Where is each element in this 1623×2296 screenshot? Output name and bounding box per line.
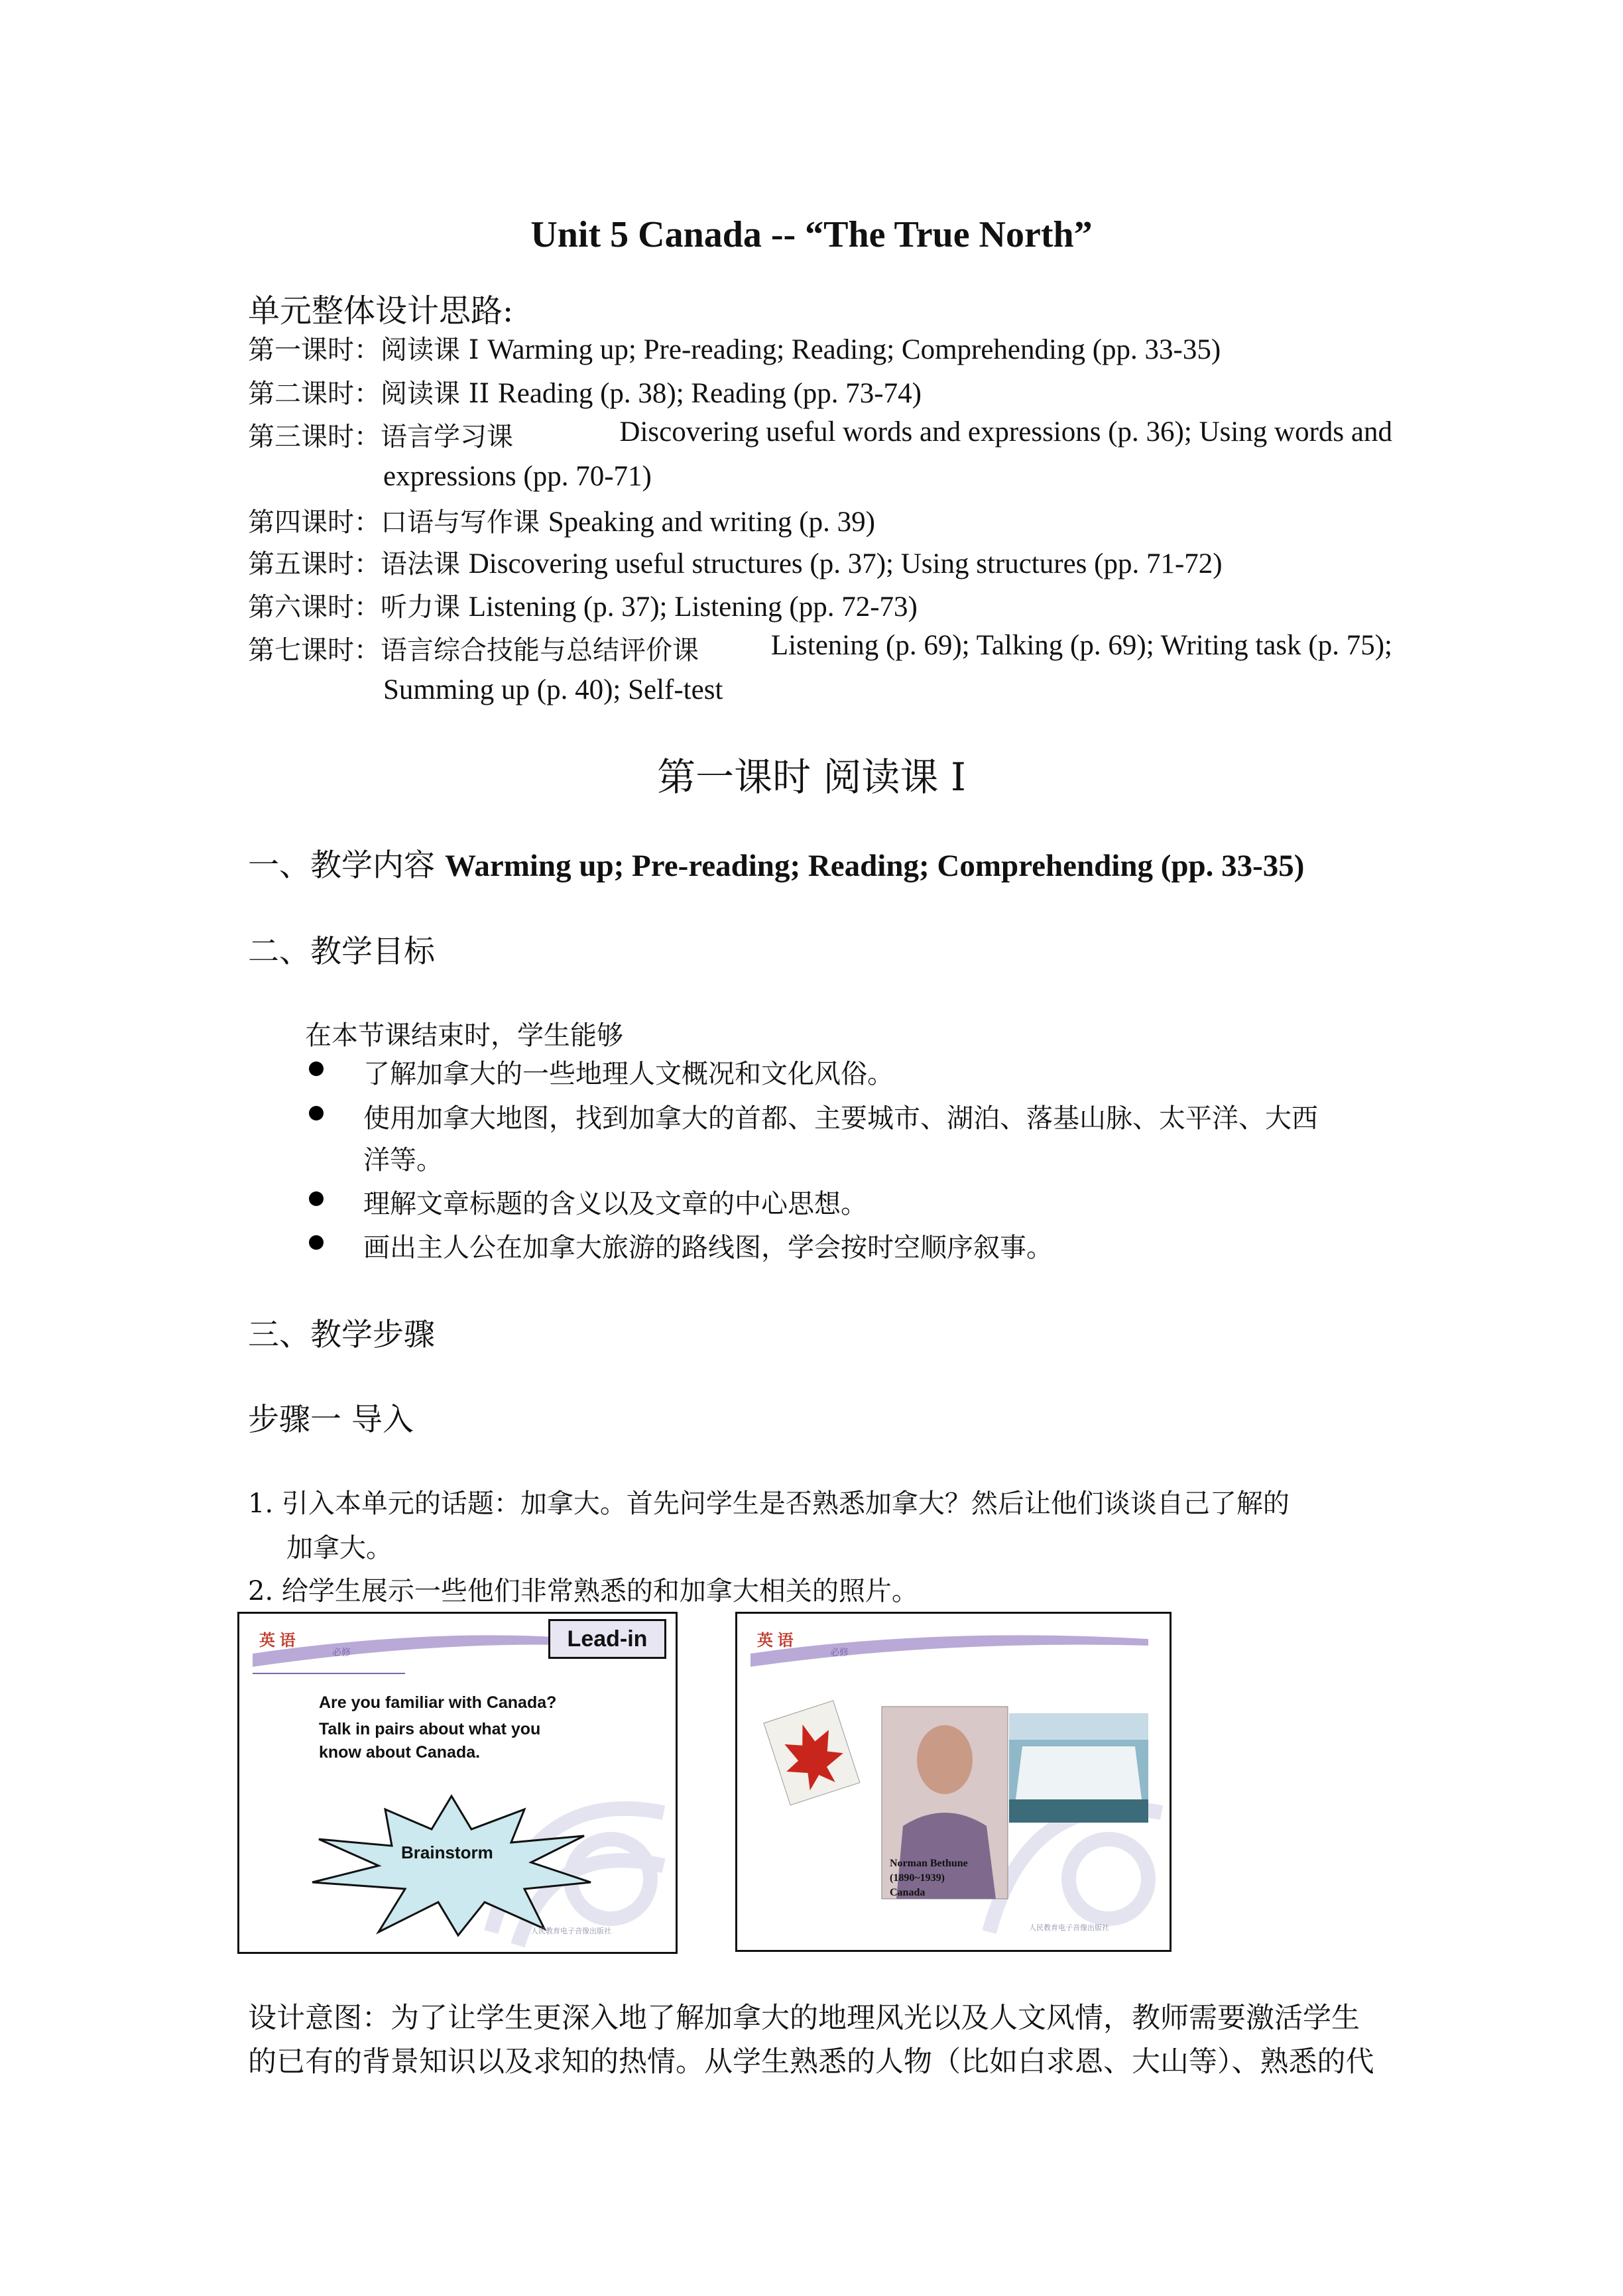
step-one-heading: 步骤一 导入 — [248, 1402, 414, 1438]
document-title: Unit 5 Canada -- “The True North” — [530, 214, 1093, 255]
slide-logo: 英 语 — [757, 1632, 794, 1650]
lesson-label: 第七课时：语言综合技能与总结评价课 — [248, 635, 699, 666]
lesson-label: 第五课时：语法课 — [248, 549, 460, 579]
slide-logo: 英 语 — [259, 1632, 296, 1650]
objective-item-cont: 洋等。 — [363, 1145, 443, 1176]
slide-background — [737, 1614, 1170, 1950]
objectives-intro: 在本节课结束时，学生能够 — [305, 1020, 623, 1051]
objective-item: 画出主人公在加拿大旅游的路线图，学会按时空顺序叙事。 — [363, 1233, 1053, 1263]
step-item: 2. 给学生展示一些他们非常熟悉的和加拿大相关的照片。 — [248, 1576, 918, 1606]
lead-in-tag: Lead-in — [548, 1619, 666, 1659]
bullet-icon — [309, 1191, 324, 1206]
lesson-label: 第四课时：口语与写作课 — [248, 507, 540, 538]
slide-canada-photos: 英 语 必修 Norman Bethune (1890~1939) Canada 人民教育电子音像出版社 — [735, 1612, 1172, 1952]
lesson-line-2 — [248, 373, 922, 410]
lesson-line-5 — [248, 543, 1223, 581]
bullet-icon — [309, 1235, 324, 1250]
lesson-line-3-cont: expressions (pp. 70-71) — [383, 461, 652, 492]
lesson-content: Listening (p. 69); Talking (p. 69); Writing task (p. 75); — [770, 630, 1392, 661]
design-intent-line: 的已有的背景知识以及求知的热情。从学生熟悉的人物（比如白求恩、大山等）、熟悉的代 — [248, 2045, 1374, 2079]
step-item: 1. 引入本单元的话题：加拿大。首先问学生是否熟悉加拿大？然后让他们谈谈自己了解的 — [248, 1488, 1290, 1519]
lesson-label: 第一课时：阅读课 I — [248, 335, 479, 365]
lesson-title: 第一课时 阅读课 I — [657, 755, 966, 800]
bullet-icon — [309, 1061, 324, 1076]
lesson-content: Warming up; Pre-reading; Reading; Comprehending (pp. 33-35) — [487, 334, 1221, 365]
lesson-content: Discovering useful structures (p. 37); Using structures (pp. 71-72) — [468, 548, 1223, 579]
section-objectives-heading: 二、教学目标 — [248, 934, 435, 970]
lesson-line-4 — [248, 501, 875, 539]
lesson-content: Discovering useful words and expressions (p. 36); Using words and — [619, 416, 1392, 448]
bullet-icon — [309, 1106, 324, 1120]
design-heading: 单元整体设计思路: — [248, 292, 514, 330]
lesson-content: Speaking and writing (p. 39) — [548, 507, 875, 538]
photo-caption: Norman Bethune — [890, 1858, 968, 1869]
section-steps-heading: 三、教学步骤 — [248, 1317, 435, 1353]
brainstorm-star-icon — [306, 1789, 597, 1942]
objective-item: 了解加拿大的一些地理人文概况和文化风俗。 — [363, 1059, 894, 1089]
lesson-line-7-cont: Summing up (p. 40); Self-test — [383, 674, 723, 705]
design-intent-line: 设计意图：为了让学生更深入地了解加拿大的地理风光以及人文风情，教师需要激活学生 — [248, 2002, 1360, 2035]
lesson-line-6 — [248, 586, 918, 624]
lesson-label: 第二课时：阅读课 II — [248, 379, 490, 409]
section-content-heading: 一、教学内容 Warming up; Pre-reading; Reading; Comprehending (pp. 33-35) — [248, 847, 1305, 884]
brainstorm-label: Brainstorm — [401, 1843, 493, 1862]
step-item-cont: 加拿大。 — [286, 1533, 392, 1563]
lesson-line-3 — [248, 416, 1392, 453]
objective-item: 理解文章标题的含义以及文章的中心思想。 — [363, 1189, 867, 1219]
slide-lead-in: 英 语 必修 Lead-in Are you familiar with Canada? Talk in pairs about what you know about Canada. Brainstorm 人民教育电子音像出版社 — [237, 1612, 678, 1954]
lesson-label: 第三课时：语言学习课 — [248, 422, 513, 452]
lesson-line-1 — [248, 329, 1221, 367]
lesson-content: Reading (p. 38); Reading (pp. 73-74) — [498, 378, 922, 409]
lesson-content: Listening (p. 37); Listening (pp. 72-73) — [468, 591, 918, 623]
lesson-label: 第六课时：听力课 — [248, 592, 460, 623]
objective-item: 使用加拿大地图，找到加拿大的首都、主要城市、湖泊、落基山脉、太平洋、大西 — [363, 1103, 1318, 1134]
lesson-line-7 — [248, 629, 1392, 667]
